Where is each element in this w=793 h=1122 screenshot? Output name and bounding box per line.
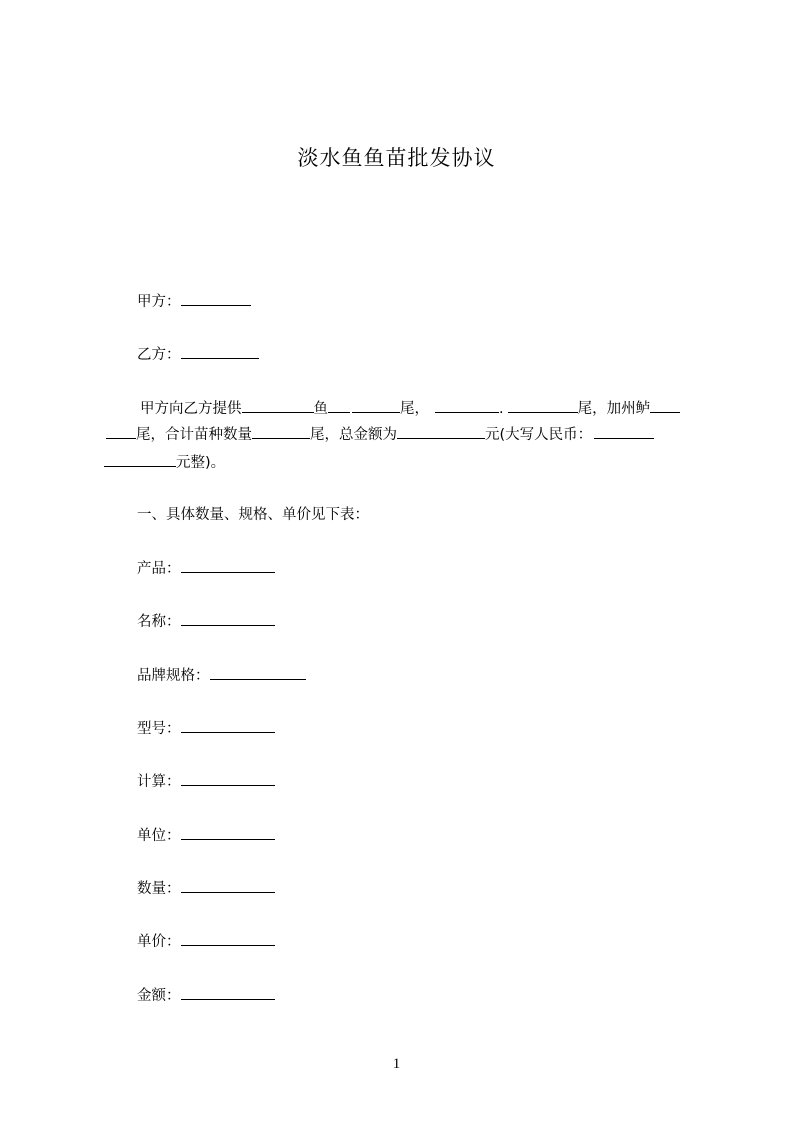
- intro-text-3a: 元整)。: [176, 455, 226, 471]
- total-count-blank[interactable]: [252, 424, 310, 439]
- party-b-line: [137, 344, 259, 365]
- fish-name-blank[interactable]: [328, 398, 350, 413]
- field-unit-price: [137, 931, 275, 952]
- field-quantity: [137, 878, 275, 899]
- field-label: 金额：: [137, 988, 181, 1004]
- party-a-blank[interactable]: [181, 291, 251, 306]
- intro-line-2: [106, 424, 654, 445]
- field-blank[interactable]: [181, 718, 275, 733]
- field-blank[interactable]: [181, 931, 275, 946]
- intro-text-2c: 元(大写人民币：: [485, 427, 593, 443]
- field-blank[interactable]: [181, 611, 275, 626]
- bass-count-blank-a[interactable]: [650, 398, 680, 413]
- amount-words-blank-b[interactable]: [104, 452, 176, 467]
- field-brand-spec: [137, 665, 306, 686]
- document-title: 淡水鱼鱼苗批发协议: [297, 146, 496, 170]
- intro-text-2a: 尾，合计苗种数量: [136, 427, 252, 443]
- party-b-label: 乙方：: [137, 347, 181, 363]
- intro-line-3: [104, 452, 225, 473]
- field-calculation: [137, 771, 275, 792]
- party-a-line: [137, 291, 251, 312]
- intro-text-1d: .: [499, 401, 504, 417]
- field-unit: [137, 825, 275, 846]
- field-label: 数量：: [137, 881, 181, 897]
- section-1-heading: 一、具体数量、规格、单价见下表：: [137, 507, 369, 523]
- field-label: 单价：: [137, 934, 181, 950]
- field-product: [137, 558, 275, 579]
- intro-text-2b: 尾，总金额为: [310, 427, 397, 443]
- field-label: 计算：: [137, 774, 181, 790]
- bass-count-blank-b[interactable]: [106, 424, 136, 439]
- field-label: 单位：: [137, 828, 181, 844]
- field-blank[interactable]: [210, 665, 306, 680]
- intro-text-1a: 甲方向乙方提供: [140, 401, 242, 417]
- fish-count-blank-3[interactable]: [508, 398, 578, 413]
- field-blank[interactable]: [181, 825, 275, 840]
- intro-text-1b: 鱼: [313, 401, 328, 417]
- fish-type-blank[interactable]: [242, 398, 314, 413]
- field-label: 名称：: [137, 614, 181, 630]
- intro-line-1: [140, 398, 680, 419]
- page-number: 1: [392, 1056, 401, 1072]
- fish-count-blank-1[interactable]: [352, 398, 400, 413]
- intro-text-1e: 尾，加州鲈: [577, 401, 651, 417]
- field-label: 型号：: [137, 721, 181, 737]
- amount-words-blank-a[interactable]: [594, 424, 654, 439]
- field-model: [137, 718, 275, 739]
- field-blank[interactable]: [181, 985, 275, 1000]
- field-amount: [137, 985, 275, 1006]
- total-amount-blank[interactable]: [397, 424, 485, 439]
- party-a-label: 甲方：: [137, 294, 181, 310]
- field-label: 品牌规格：: [137, 668, 210, 684]
- fish-count-blank-2[interactable]: [435, 398, 499, 413]
- field-blank[interactable]: [181, 878, 275, 893]
- field-name: [137, 611, 275, 632]
- party-b-blank[interactable]: [181, 344, 259, 359]
- field-blank[interactable]: [181, 558, 275, 573]
- intro-text-1c: 尾，: [400, 401, 429, 417]
- field-blank[interactable]: [181, 771, 275, 786]
- field-label: 产品：: [137, 561, 181, 577]
